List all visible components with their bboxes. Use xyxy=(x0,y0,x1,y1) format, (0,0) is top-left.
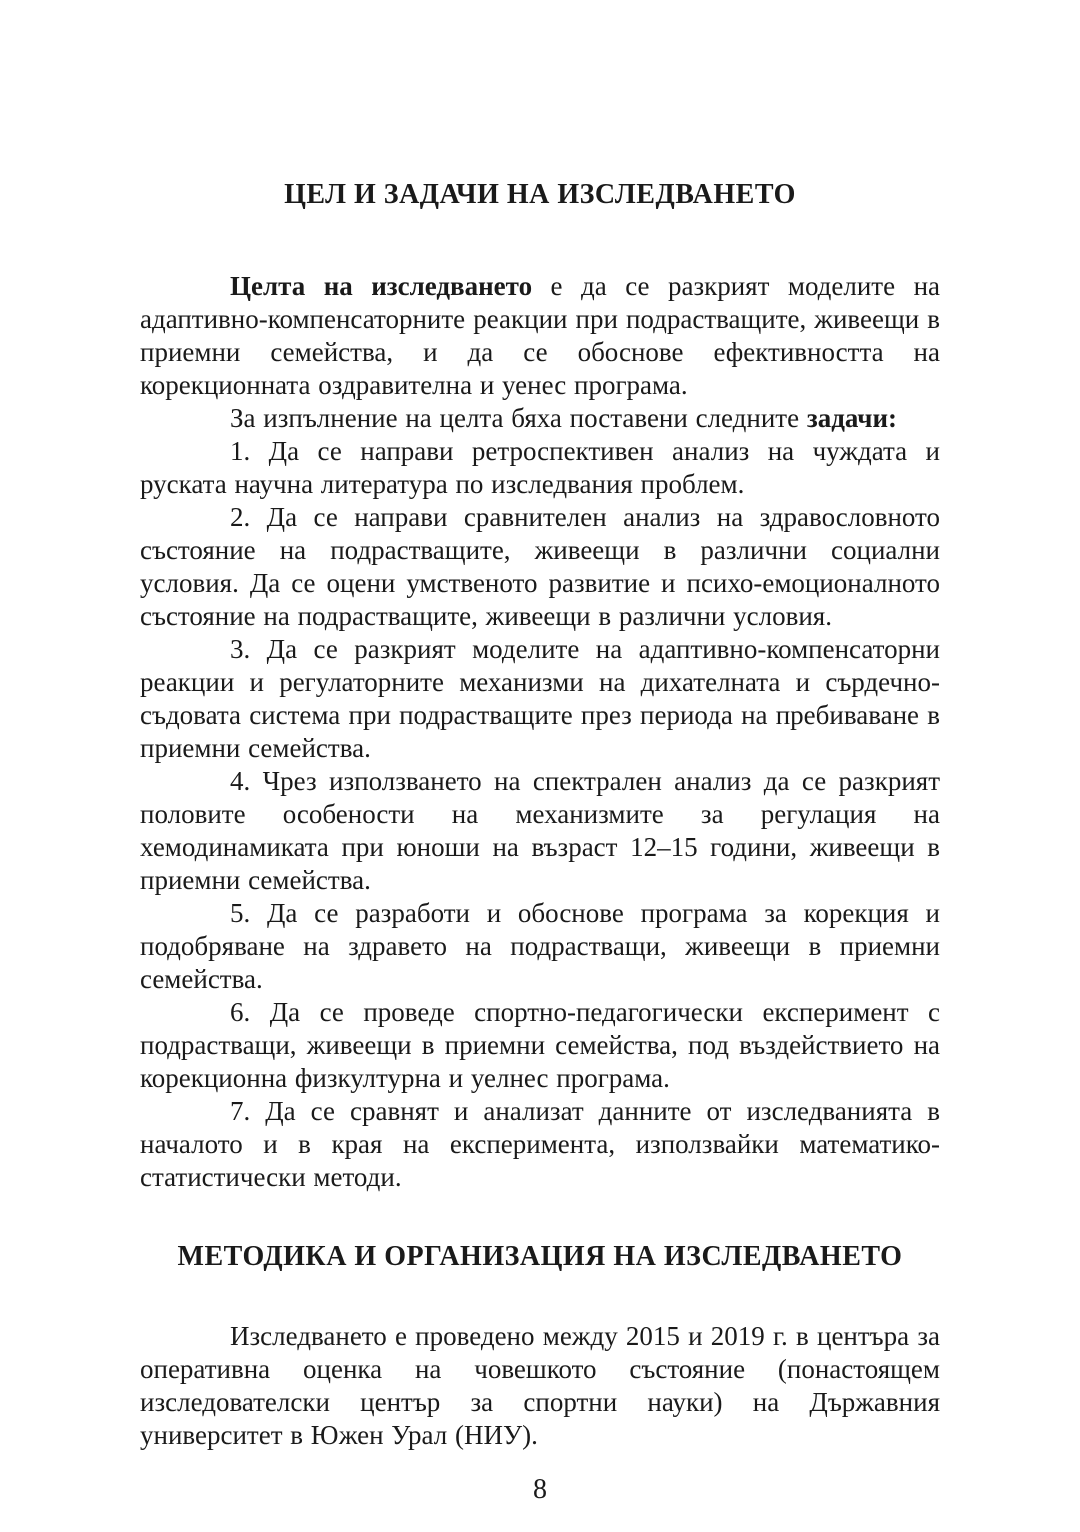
intro-paragraph-bold-lead: Целта на изследването xyxy=(230,271,533,301)
task-item-1: 1. Да се направи ретроспективен анализ на чуждата и руската научна литература по изследвания проблем. xyxy=(140,436,940,499)
task-item-2: 2. Да се направи сравнителен анализ на здравословното състояние на подрастващите, живеещи в различни социални условия. Да се оцени умственото развитие и психо-емоционалното състояние на подрастващите, живеещи в различни условия. xyxy=(140,502,940,631)
methods-text-block xyxy=(140,1320,940,1452)
methods-paragraph: Изследването е проведено между 2015 и 2019 г. в центъра за оперативна оценка на човешкото състояние (понастоящем изследователски център за спортни науки) на Държавния университет в Южен Урал (НИУ). xyxy=(140,1321,940,1450)
tasks-intro-paragraph xyxy=(140,402,940,435)
task-item-3: 3. Да се разкрият моделите на адаптивно-компенсаторни реакции и регулаторните механизми на дихателната и сърдечно-съдовата система при подрастващите през периода на пребиваване в приемни семейства. xyxy=(140,634,940,763)
page-number: 8 xyxy=(533,1474,547,1505)
intro-paragraph-rest: е да се разкрият моделите на адаптивно-компенсаторните реакции при подрастващите, живеещи в приемни семейства, и да се обоснове ефективността на корекционната оздравителна и уенес програма. xyxy=(140,271,940,400)
task-item-5: 5. Да се разработи и обоснове програма за корекция и подобряване на здравето на подрастващи, живеещи в приемни семейства. xyxy=(140,898,940,994)
task-item-6: 6. Да се проведе спортно-педагогически експеримент с подрастващи, живеещи в приемни семейства, под въздействието на корекционна физкултурна и уелнес програма. xyxy=(140,997,940,1093)
intro-paragraph xyxy=(140,270,940,402)
task-item-7: 7. Да се сравнят и анализат данните от изследванията в началото и в края на експеримента, използвайки математико-статистически методи. xyxy=(140,1096,940,1192)
task-item-4: 4. Чрез използването на спектрален анализ да се разкрият половите особености на механизмите за регулация на хемодинамиката при юноши на възраст 12–15 години, живеещи в приемни семейства. xyxy=(140,766,940,895)
body-text-block xyxy=(140,270,940,1194)
section-heading-goals: ЦЕЛ И ЗАДАЧИ НА ИЗСЛЕДВАНЕТО xyxy=(284,179,796,210)
tasks-intro-normal: За изпълнение на целта бяха поставени следните xyxy=(230,403,807,433)
section-heading-methods: МЕТОДИКА И ОРГАНИЗАЦИЯ НА ИЗСЛЕДВАНЕТО xyxy=(177,1241,903,1272)
tasks-intro-bold: задачи: xyxy=(806,403,898,433)
